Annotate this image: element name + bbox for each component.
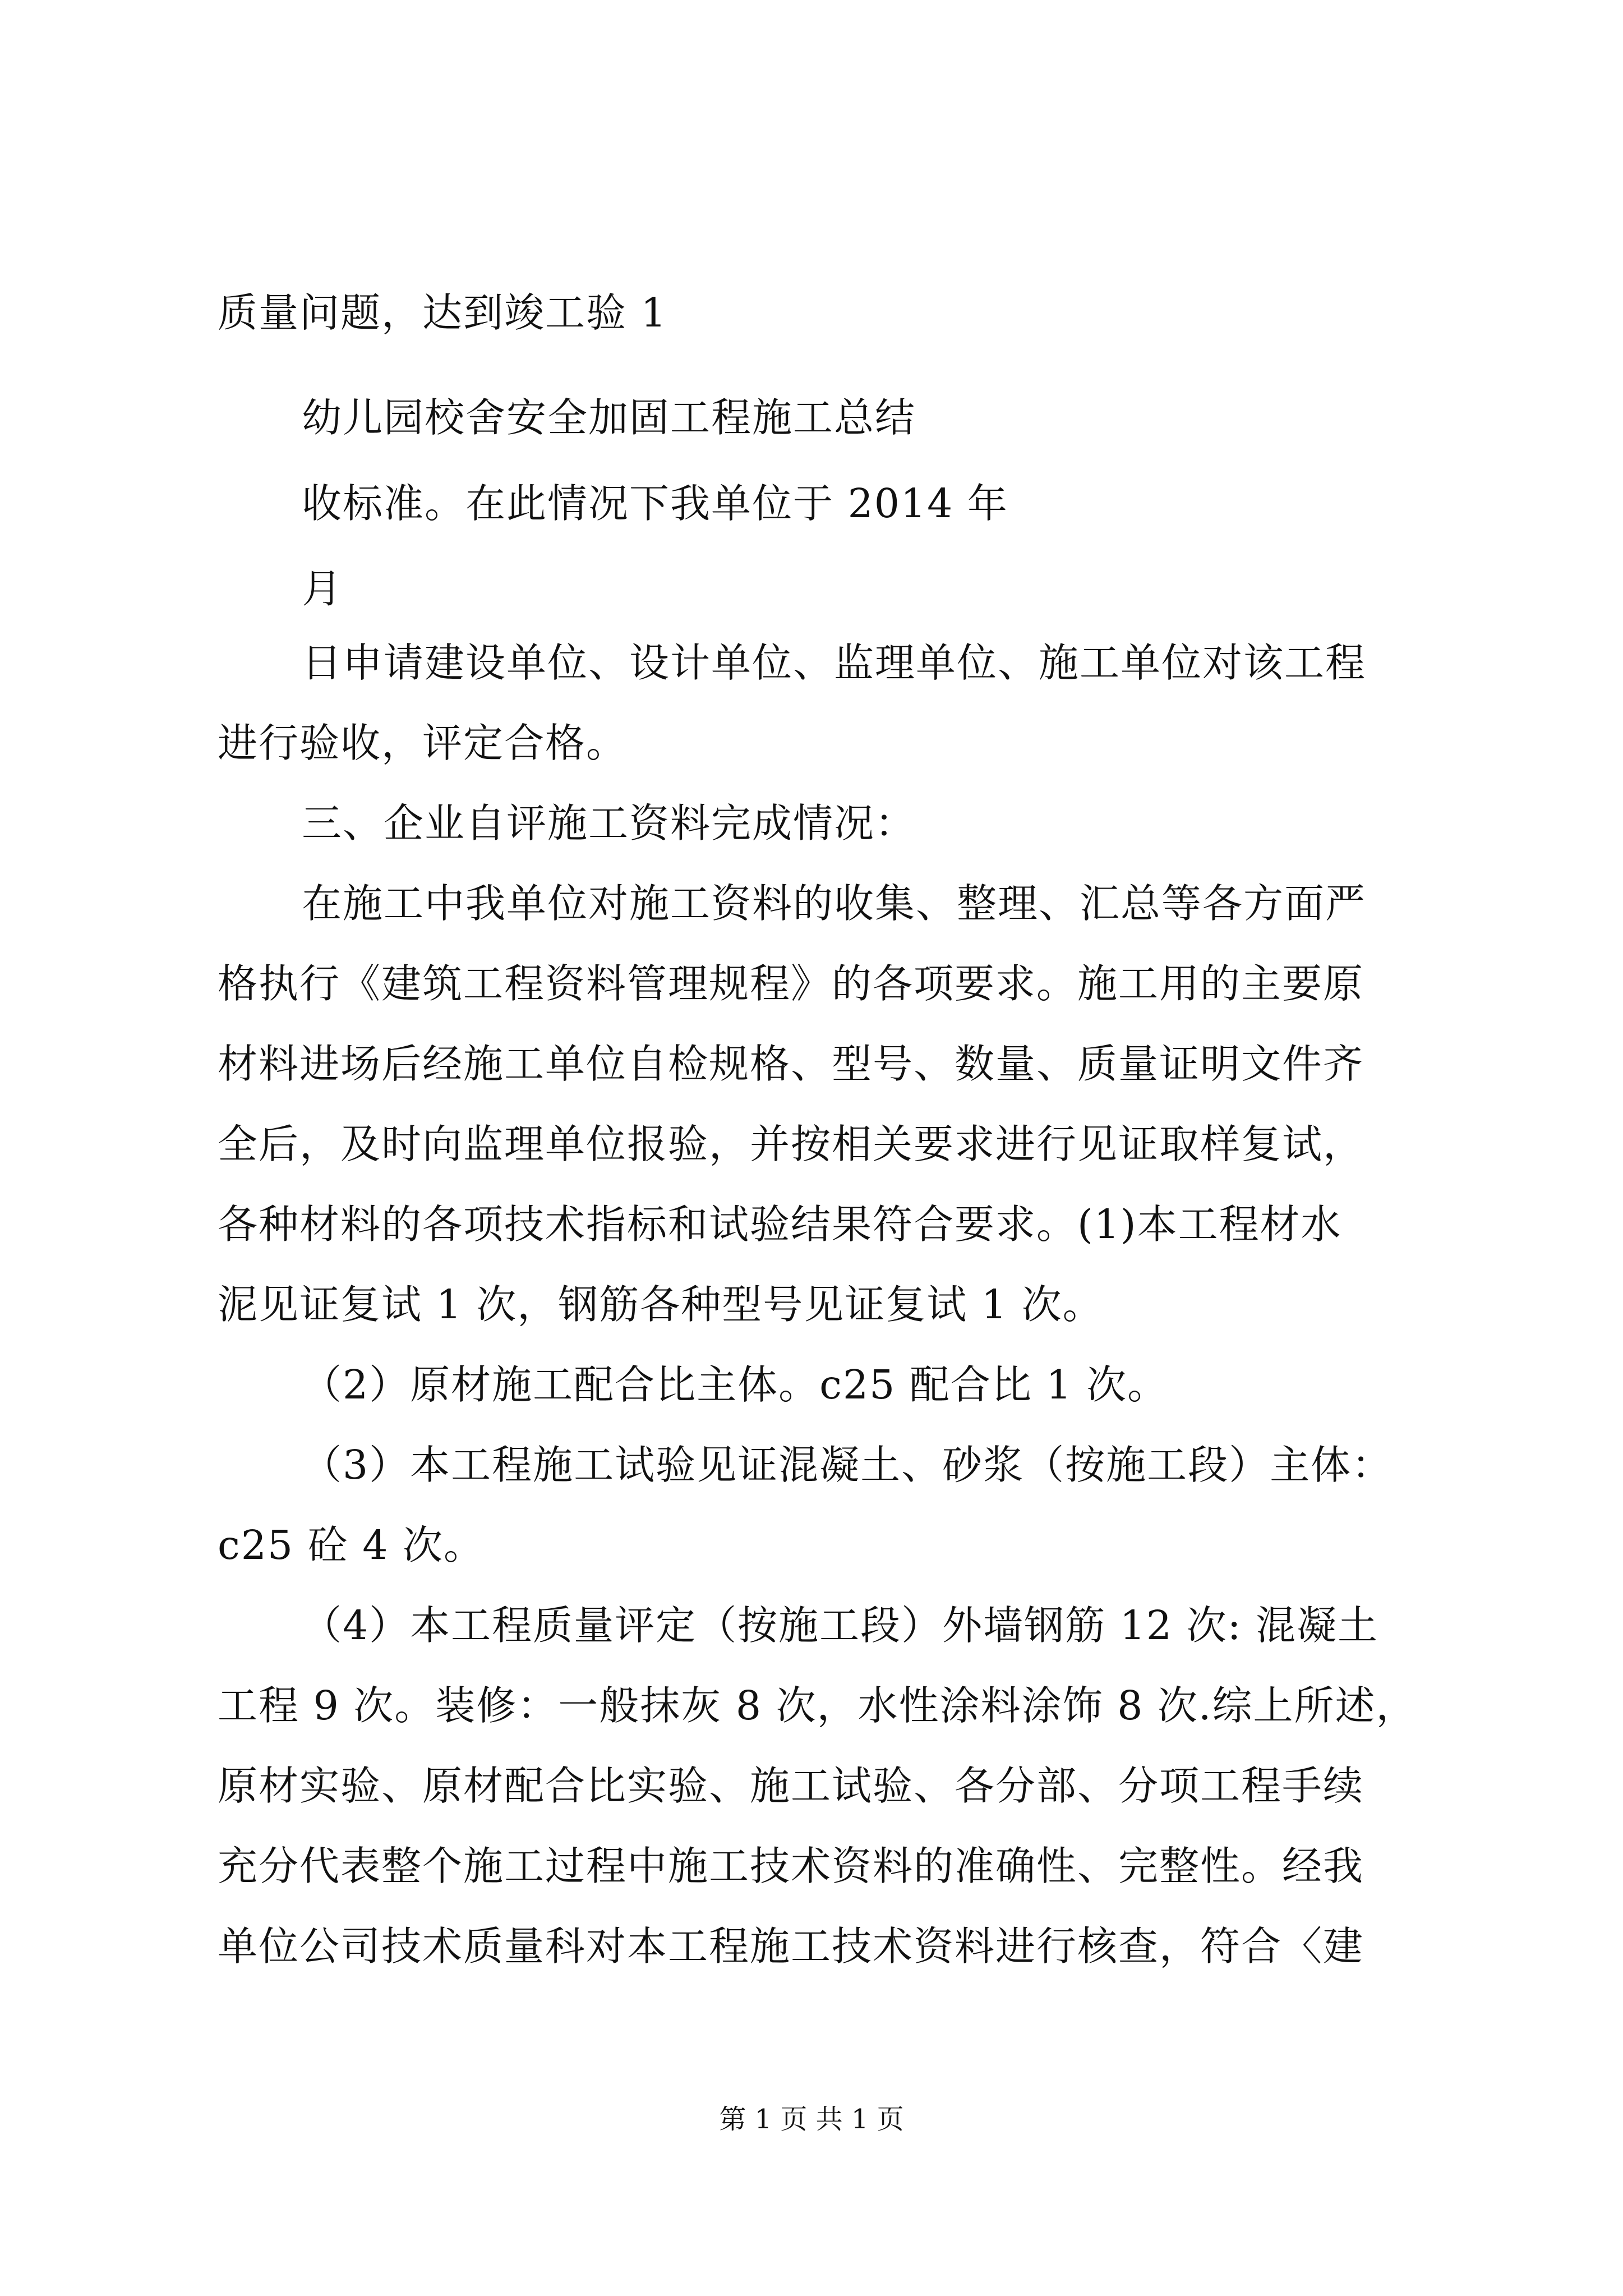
text-line-2: 幼儿园校舍安全加固工程施工总结 bbox=[302, 394, 916, 441]
page-footer: 第 1 页 共 1 页 bbox=[719, 2104, 904, 2135]
text-line-1: 质量问题，达到竣工验 1 bbox=[218, 289, 667, 336]
section-heading: 三、企业自评施工资料完成情况： bbox=[302, 800, 916, 846]
text-line-13: 泥见证复试 1 次，钢筋各种型号见证复试 1 次。 bbox=[218, 1281, 1104, 1328]
text-line-20: 充分代表整个施工过程中施工技术资料的准确性、完整性。经我 bbox=[218, 1843, 1364, 1889]
text-line-14: （2）原材施工配合比主体。c25 配合比 1 次。 bbox=[302, 1361, 1169, 1408]
text-line-15: （3）本工程施工试验见证混凝土、砂浆（按施工段）主体： bbox=[302, 1442, 1393, 1488]
text-line-17: （4）本工程质量评定（按施工段）外墙钢筋 12 次: 混凝土 bbox=[302, 1602, 1379, 1649]
text-line-11: 全后，及时向监理单位报验，并按相关要求进行见证取样复试， bbox=[218, 1121, 1364, 1167]
text-line-5: 日申请建设单位、设计单位、监理单位、施工单位对该工程 bbox=[302, 639, 1367, 686]
text-line-4: 月 bbox=[302, 565, 343, 612]
text-line-19: 原材实验、原材配合比实验、施工试验、各分部、分项工程手续 bbox=[218, 1763, 1364, 1809]
text-line-21: 单位公司技术质量科对本工程施工技术资料进行核查，符合〈建 bbox=[218, 1923, 1364, 1970]
text-line-18: 工程 9 次。装修：一般抹灰 8 次，水性涂料涂饰 8 次.综上所述， bbox=[218, 1682, 1417, 1729]
text-line-9: 格执行《建筑工程资料管理规程》的各项要求。施工用的主要原 bbox=[218, 960, 1364, 1007]
text-line-8: 在施工中我单位对施工资料的收集、整理、汇总等各方面严 bbox=[302, 880, 1367, 927]
text-line-6: 进行验收，评定合格。 bbox=[218, 720, 628, 766]
text-line-3: 收标准。在此情况下我单位于 2014 年 bbox=[302, 480, 1008, 527]
text-line-10: 材料进场后经施工单位自检规格、型号、数量、质量证明文件齐 bbox=[218, 1041, 1364, 1087]
text-line-16: c25 砼 4 次。 bbox=[218, 1522, 485, 1568]
text-line-12: 各种材料的各项技术指标和试验结果符合要求。(1)本工程材水 bbox=[218, 1201, 1342, 1248]
